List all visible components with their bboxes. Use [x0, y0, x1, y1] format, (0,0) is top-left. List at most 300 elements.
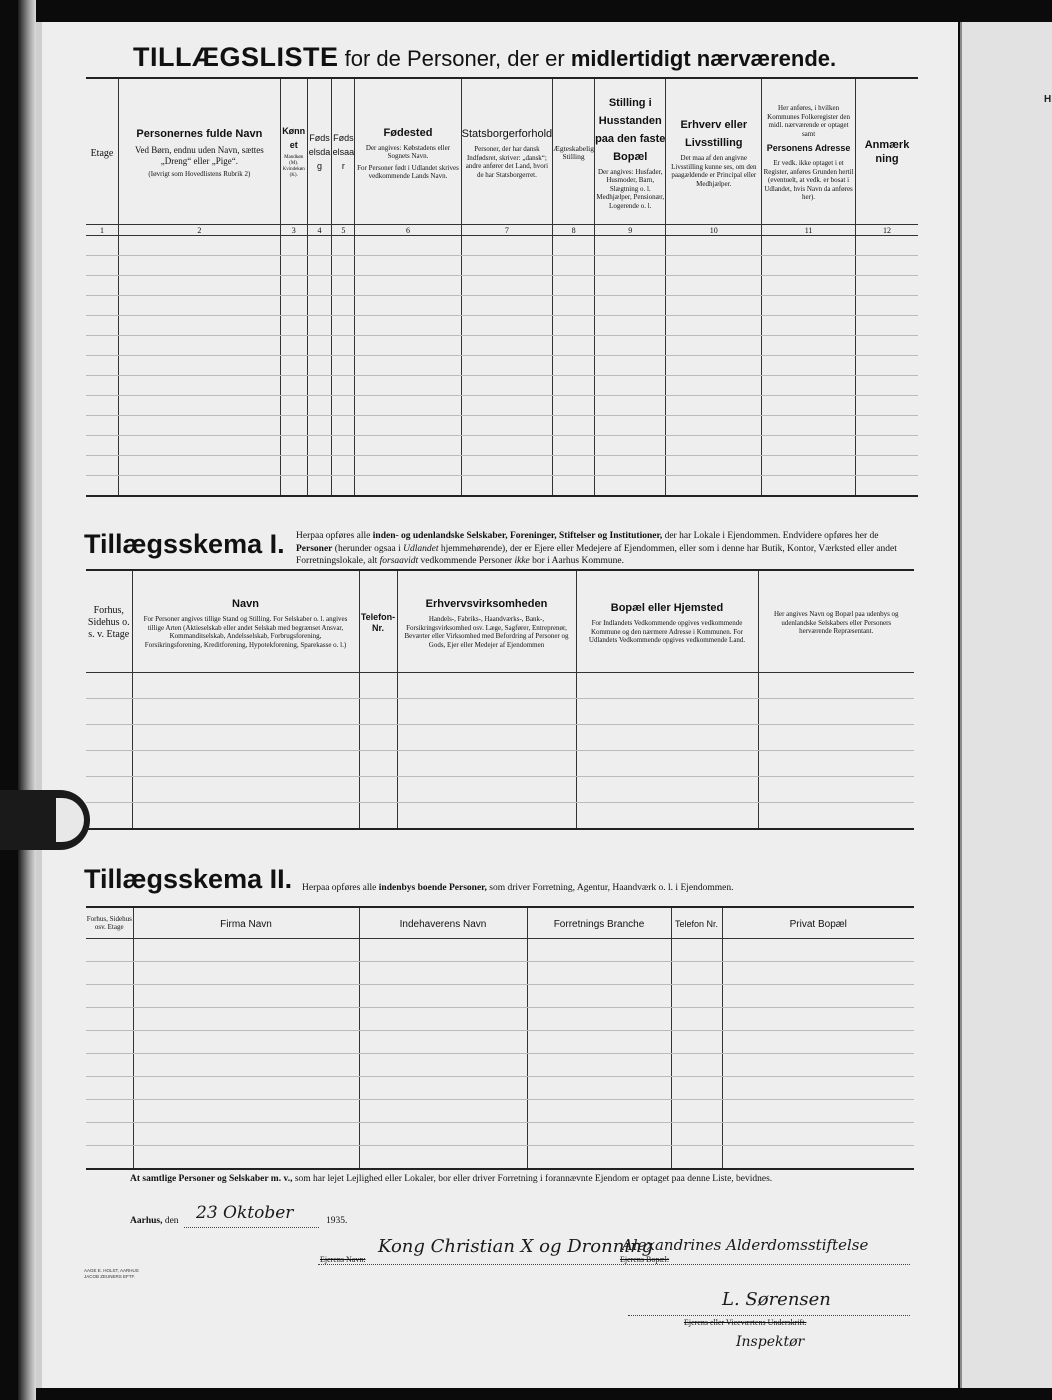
- empty-cell: [132, 673, 359, 699]
- empty-cell: [594, 456, 666, 476]
- empty-cell: [666, 236, 762, 256]
- owner-line: [318, 1264, 910, 1265]
- empty-cell: [133, 985, 359, 1008]
- empty-cell: [280, 476, 307, 497]
- s1-col-bopael: Bopæl eller Hjemsted For Indlandets Vedkommende opgives vedkommende Kommune og den nærmere Adresse i Kommunen. For Udlandets Vedkommende opgives vedkommende Land.: [576, 570, 758, 673]
- empty-cell: [594, 256, 666, 276]
- signature-line: [628, 1315, 910, 1316]
- empty-cell: [118, 276, 280, 296]
- signature-handwritten: L. Sørensen: [722, 1289, 831, 1310]
- empty-cell: [461, 376, 553, 396]
- page-title: [133, 42, 893, 73]
- empty-cell: [355, 456, 461, 476]
- empty-cell: [856, 296, 918, 316]
- empty-cell: [359, 1146, 527, 1170]
- empty-cell: [86, 1123, 133, 1146]
- col-number: 8: [553, 225, 595, 236]
- empty-cell: [133, 1100, 359, 1123]
- col-number: 6: [355, 225, 461, 236]
- s1-col-telefon: Telefon-Nr.: [359, 570, 397, 673]
- empty-cell: [359, 1123, 527, 1146]
- empty-cell: [132, 751, 359, 777]
- empty-cell: [461, 436, 553, 456]
- empty-cell: [856, 416, 918, 436]
- empty-row: [86, 751, 914, 777]
- empty-cell: [762, 436, 856, 456]
- empty-cell: [762, 356, 856, 376]
- empty-row: [86, 1031, 914, 1054]
- empty-cell: [722, 1031, 914, 1054]
- title-part1: for de Personer, der er: [344, 46, 565, 71]
- col-number: 4: [307, 225, 332, 236]
- empty-cell: [397, 699, 576, 725]
- empty-cell: [666, 316, 762, 336]
- empty-cell: [133, 1146, 359, 1170]
- empty-row: [86, 296, 918, 316]
- main-header-row: [86, 78, 918, 225]
- empty-cell: [118, 476, 280, 497]
- empty-cell: [527, 1146, 671, 1170]
- empty-cell: [762, 416, 856, 436]
- empty-cell: [553, 356, 595, 376]
- title-handwritten: Inspektør: [736, 1334, 805, 1350]
- empty-cell: [359, 1054, 527, 1077]
- col-foedselsdag: Fødselsdag: [307, 78, 332, 225]
- s1-col-repraesentant: Her angives Navn og Bopæl paa udenbys og udenlandske Selskabers eller Personers herværende Repræsentant.: [758, 570, 914, 673]
- empty-cell: [553, 256, 595, 276]
- empty-cell: [355, 336, 461, 356]
- col-number: 12: [856, 225, 918, 236]
- empty-cell: [553, 396, 595, 416]
- empty-cell: [527, 1100, 671, 1123]
- col-stilling: Stilling i Husstanden paa den faste Bopæl Der angives: Husfader, Husmoder, Barn, Slægtning o. l. Medhjælper, Pensionær, Logerende o. l.: [594, 78, 666, 225]
- empty-cell: [307, 236, 332, 256]
- address-label: Ejerens Bopæl:: [620, 1255, 670, 1264]
- empty-cell: [118, 376, 280, 396]
- empty-cell: [671, 1146, 722, 1170]
- empty-cell: [132, 803, 359, 830]
- empty-cell: [576, 699, 758, 725]
- col-number: 7: [461, 225, 553, 236]
- empty-cell: [307, 476, 332, 497]
- col-number: 5: [332, 225, 355, 236]
- empty-cell: [762, 396, 856, 416]
- empty-cell: [666, 336, 762, 356]
- skema2-header-row: [86, 907, 914, 939]
- empty-cell: [397, 751, 576, 777]
- empty-cell: [307, 296, 332, 316]
- empty-cell: [461, 476, 553, 497]
- empty-cell: [553, 336, 595, 356]
- empty-cell: [355, 376, 461, 396]
- empty-cell: [332, 236, 355, 256]
- empty-cell: [355, 316, 461, 336]
- empty-cell: [86, 751, 132, 777]
- empty-cell: [856, 236, 918, 256]
- empty-cell: [86, 725, 132, 751]
- empty-cell: [307, 316, 332, 336]
- empty-cell: [762, 476, 856, 497]
- empty-cell: [666, 436, 762, 456]
- empty-cell: [280, 416, 307, 436]
- empty-cell: [594, 316, 666, 336]
- col-foedselsaar: Fødselsaar: [332, 78, 355, 225]
- empty-row: [86, 1077, 914, 1100]
- empty-cell: [856, 276, 918, 296]
- empty-cell: [133, 1054, 359, 1077]
- skema1-description: Herpaa opføres alle inden- og udenlandske Selskaber, Foreninger, Stiftelser og Institutioner, der har Lokale i Ejendommen. Endvidere opføres her de Personer (herunder ogsaa i Udlandet hjemmehørende), der er Ejere eller Medejere af Ejendommen, eller som i denne har Butik, Kontor, Værksted eller andet Forretningslokale, alt forsaavidt vedkommende Personer ikke bor i Aarhus Kommune.: [296, 531, 897, 566]
- empty-cell: [133, 1031, 359, 1054]
- empty-cell: [671, 1123, 722, 1146]
- empty-cell: [355, 476, 461, 497]
- empty-cell: [359, 777, 397, 803]
- s2-col-etage: Forhus, Sidehus osv. Etage: [86, 907, 133, 939]
- facing-page: [960, 22, 1052, 1388]
- empty-cell: [553, 376, 595, 396]
- empty-row: [86, 803, 914, 830]
- empty-cell: [762, 376, 856, 396]
- empty-cell: [118, 456, 280, 476]
- empty-cell: [86, 699, 132, 725]
- empty-cell: [86, 396, 118, 416]
- empty-cell: [758, 777, 914, 803]
- empty-cell: [856, 336, 918, 356]
- empty-cell: [527, 1008, 671, 1031]
- empty-cell: [666, 396, 762, 416]
- s2-col-branche: Forretnings Branche: [527, 907, 671, 939]
- empty-cell: [576, 803, 758, 830]
- empty-cell: [359, 725, 397, 751]
- empty-cell: [355, 276, 461, 296]
- empty-cell: [762, 276, 856, 296]
- empty-row: [86, 777, 914, 803]
- s1-col-erhverv: Erhvervsvirksomheden Handels-, Fabriks-, Haandværks-, Bank-, Forsikringsvirksomhed osv. Læge, Sagfører, Entreprenør, Beværter eller Virksomhed med Befordring af Personer og Gods, Ejer eller Medejer af Ejendommen: [397, 570, 576, 673]
- empty-cell: [666, 376, 762, 396]
- empty-cell: [118, 256, 280, 276]
- empty-cell: [332, 296, 355, 316]
- col-foedested: Fødested Der angives: Købstadens eller Sognets Navn. For Personer født i Udlandet skrives vedkommende Lands Navn.: [355, 78, 461, 225]
- col-number: 2: [118, 225, 280, 236]
- empty-row: [86, 939, 914, 962]
- empty-cell: [86, 256, 118, 276]
- empty-cell: [762, 456, 856, 476]
- empty-cell: [461, 256, 553, 276]
- empty-cell: [332, 476, 355, 497]
- empty-cell: [666, 356, 762, 376]
- empty-cell: [332, 436, 355, 456]
- empty-cell: [553, 236, 595, 256]
- date-line: Aarhus, den: [130, 1216, 179, 1226]
- empty-cell: [722, 1100, 914, 1123]
- skema2-description: Herpaa opføres alle indenbys boende Personer, som driver Forretning, Agentur, Haandværk o. l. i Ejendommen.: [302, 883, 734, 893]
- empty-cell: [553, 276, 595, 296]
- empty-cell: [758, 803, 914, 830]
- empty-cell: [118, 336, 280, 356]
- empty-cell: [86, 476, 118, 497]
- empty-cell: [307, 276, 332, 296]
- empty-cell: [671, 962, 722, 985]
- col-name: Personernes fulde Navn Ved Børn, endnu uden Navn, sættes „Dreng“ eller „Pige“. (Iøvrigt som Hovedlistens Rubrik 2): [118, 78, 280, 225]
- empty-cell: [666, 256, 762, 276]
- empty-cell: [355, 256, 461, 276]
- year: 1935.: [326, 1216, 348, 1226]
- empty-cell: [359, 673, 397, 699]
- empty-cell: [86, 1100, 133, 1123]
- empty-row: [86, 236, 918, 256]
- empty-cell: [307, 336, 332, 356]
- empty-cell: [332, 316, 355, 336]
- empty-cell: [86, 316, 118, 336]
- empty-cell: [527, 1054, 671, 1077]
- empty-cell: [118, 396, 280, 416]
- empty-cell: [132, 699, 359, 725]
- s1-col-navn: Navn For Personer angives tillige Stand og Stilling. For Selskaber o. l. angives tillige Arten (Aktieselskab eller andet Selskab med begrænset Ansvar, Kommanditselskab, Andelsselskab, Forbrugsforening, Forsikringsforening, Kreditforening, Hypotekforening, Sparekasse o. l.): [132, 570, 359, 673]
- empty-cell: [280, 236, 307, 256]
- empty-cell: [118, 236, 280, 256]
- empty-cell: [671, 1031, 722, 1054]
- col-etage: Etage: [86, 78, 118, 225]
- col-koen: Kønnet Mandkøn (M). Kvindekøn (K).: [280, 78, 307, 225]
- owner-handwritten: Kong Christian X og Dronning: [378, 1236, 654, 1257]
- empty-cell: [722, 962, 914, 985]
- empty-row: [86, 336, 918, 356]
- empty-cell: [722, 1146, 914, 1170]
- empty-cell: [762, 296, 856, 316]
- s2-col-indehaver: Indehaverens Navn: [359, 907, 527, 939]
- s2-col-telefon: Telefon Nr.: [671, 907, 722, 939]
- printer-imprint: AAGE E. HOLST, AARHUS JACOB ZEUNERS EFTF.: [84, 1268, 139, 1279]
- empty-cell: [762, 236, 856, 256]
- binding-clip: [0, 790, 90, 850]
- empty-cell: [355, 416, 461, 436]
- empty-cell: [666, 456, 762, 476]
- empty-cell: [856, 376, 918, 396]
- empty-cell: [722, 939, 914, 962]
- empty-cell: [461, 356, 553, 376]
- empty-cell: [461, 316, 553, 336]
- empty-cell: [594, 296, 666, 316]
- empty-cell: [359, 699, 397, 725]
- empty-cell: [397, 803, 576, 830]
- empty-cell: [594, 236, 666, 256]
- empty-cell: [118, 296, 280, 316]
- empty-cell: [359, 1031, 527, 1054]
- empty-cell: [332, 376, 355, 396]
- empty-cell: [307, 456, 332, 476]
- empty-cell: [461, 396, 553, 416]
- empty-row: [86, 456, 918, 476]
- empty-cell: [332, 396, 355, 416]
- empty-row: [86, 316, 918, 336]
- empty-cell: [133, 1077, 359, 1100]
- skema1-header-row: [86, 570, 914, 673]
- empty-cell: [133, 1008, 359, 1031]
- empty-cell: [86, 1031, 133, 1054]
- empty-cell: [133, 939, 359, 962]
- empty-cell: [86, 1008, 133, 1031]
- empty-cell: [856, 256, 918, 276]
- empty-cell: [332, 356, 355, 376]
- empty-cell: [332, 276, 355, 296]
- empty-cell: [86, 1146, 133, 1170]
- empty-cell: [280, 396, 307, 416]
- col-erhverv: Erhverv eller Livsstilling Det maa af den angivne Livsstilling kunne ses, om den paagældende er Principal eller Medhjælper.: [666, 78, 762, 225]
- empty-cell: [86, 962, 133, 985]
- empty-cell: [722, 1054, 914, 1077]
- empty-cell: [671, 1008, 722, 1031]
- main-table-body: [86, 236, 918, 497]
- place: Aarhus,: [130, 1216, 163, 1226]
- empty-cell: [576, 725, 758, 751]
- empty-cell: [576, 751, 758, 777]
- empty-cell: [118, 436, 280, 456]
- empty-row: [86, 1146, 914, 1170]
- empty-cell: [758, 751, 914, 777]
- empty-cell: [355, 436, 461, 456]
- empty-row: [86, 276, 918, 296]
- empty-cell: [280, 436, 307, 456]
- empty-cell: [671, 1054, 722, 1077]
- empty-cell: [576, 777, 758, 803]
- empty-cell: [461, 296, 553, 316]
- empty-cell: [332, 256, 355, 276]
- empty-cell: [280, 356, 307, 376]
- empty-cell: [762, 316, 856, 336]
- empty-row: [86, 376, 918, 396]
- empty-row: [86, 985, 914, 1008]
- empty-cell: [594, 416, 666, 436]
- col-number: 10: [666, 225, 762, 236]
- empty-cell: [86, 356, 118, 376]
- title-bold: midlertidigt nærværende.: [570, 46, 837, 71]
- empty-cell: [722, 985, 914, 1008]
- empty-cell: [397, 777, 576, 803]
- empty-cell: [527, 1031, 671, 1054]
- skema2-body: [86, 939, 914, 1170]
- empty-cell: [307, 396, 332, 416]
- empty-cell: [359, 1077, 527, 1100]
- empty-cell: [527, 985, 671, 1008]
- empty-cell: [856, 396, 918, 416]
- empty-cell: [307, 356, 332, 376]
- empty-cell: [86, 939, 133, 962]
- empty-cell: [280, 316, 307, 336]
- col-number: 1: [86, 225, 118, 236]
- skema2-title: Tillægsskema II.: [84, 864, 293, 894]
- empty-cell: [133, 962, 359, 985]
- empty-cell: [355, 396, 461, 416]
- address-handwritten: Alexandrines Alderdomsstiftelse: [622, 1236, 869, 1254]
- empty-cell: [307, 256, 332, 276]
- empty-cell: [553, 476, 595, 497]
- empty-cell: [132, 725, 359, 751]
- empty-row: [86, 1123, 914, 1146]
- empty-cell: [666, 416, 762, 436]
- empty-cell: [762, 336, 856, 356]
- empty-cell: [856, 316, 918, 336]
- empty-cell: [359, 751, 397, 777]
- empty-cell: [553, 296, 595, 316]
- empty-cell: [758, 699, 914, 725]
- empty-cell: [86, 236, 118, 256]
- empty-cell: [594, 356, 666, 376]
- empty-cell: [527, 1123, 671, 1146]
- skema1-title: Tillægsskema I.: [84, 529, 285, 559]
- empty-cell: [359, 939, 527, 962]
- empty-cell: [527, 939, 671, 962]
- empty-cell: [461, 336, 553, 356]
- empty-cell: [280, 296, 307, 316]
- empty-cell: [86, 336, 118, 356]
- empty-cell: [722, 1077, 914, 1100]
- empty-cell: [280, 456, 307, 476]
- empty-cell: [461, 456, 553, 476]
- col-aegteskab: Ægteskabelig Stilling: [553, 78, 595, 225]
- empty-row: [86, 1100, 914, 1123]
- empty-cell: [359, 1008, 527, 1031]
- col-number: 11: [762, 225, 856, 236]
- empty-cell: [86, 985, 133, 1008]
- main-table: [86, 77, 918, 497]
- declaration: At samtlige Personer og Selskaber m. v., som har lejet Lejlighed eller Lokaler, bor eller driver Forretning i forannævnte Ejendom er optaget paa denne Liste, bevidnes.: [130, 1174, 773, 1184]
- empty-cell: [86, 276, 118, 296]
- empty-row: [86, 396, 918, 416]
- empty-cell: [118, 316, 280, 336]
- empty-row: [86, 1008, 914, 1031]
- empty-cell: [594, 396, 666, 416]
- empty-cell: [461, 416, 553, 436]
- empty-cell: [762, 256, 856, 276]
- empty-cell: [355, 236, 461, 256]
- empty-cell: [722, 1008, 914, 1031]
- col-number: 9: [594, 225, 666, 236]
- empty-cell: [132, 777, 359, 803]
- empty-cell: [332, 416, 355, 436]
- empty-row: [86, 699, 914, 725]
- empty-cell: [553, 456, 595, 476]
- col-adresse: Her anføres, i hvilken Kommunes Folkeregister den midl. nærværende er optaget samt Personens Adresse Er vedk. ikke optaget i et Register, anføres Grunden hertil (eventuelt, at vedk. er bosat i Udlandet, hvis Navn da anføres her).: [762, 78, 856, 225]
- empty-cell: [594, 476, 666, 497]
- empty-cell: [332, 456, 355, 476]
- empty-cell: [118, 356, 280, 376]
- skema1-body: [86, 673, 914, 830]
- empty-cell: [758, 725, 914, 751]
- empty-cell: [553, 316, 595, 336]
- s2-col-firma: Firma Navn: [133, 907, 359, 939]
- skema1-table: [86, 569, 914, 830]
- empty-cell: [594, 376, 666, 396]
- empty-cell: [355, 296, 461, 316]
- empty-cell: [355, 356, 461, 376]
- empty-cell: [307, 376, 332, 396]
- empty-row: [86, 256, 918, 276]
- empty-cell: [86, 803, 132, 830]
- title-main: TILLÆGSLISTE: [133, 42, 339, 72]
- col-number: 3: [280, 225, 307, 236]
- empty-row: [86, 356, 918, 376]
- signature-label: Ejerens eller Viceværtens Underskrift.: [684, 1318, 807, 1327]
- empty-cell: [86, 1054, 133, 1077]
- empty-cell: [397, 673, 576, 699]
- empty-cell: [86, 1077, 133, 1100]
- page-fold: [18, 0, 36, 1400]
- empty-cell: [359, 1100, 527, 1123]
- empty-cell: [527, 1077, 671, 1100]
- empty-cell: [86, 416, 118, 436]
- empty-cell: [307, 436, 332, 456]
- empty-cell: [527, 962, 671, 985]
- empty-cell: [359, 985, 527, 1008]
